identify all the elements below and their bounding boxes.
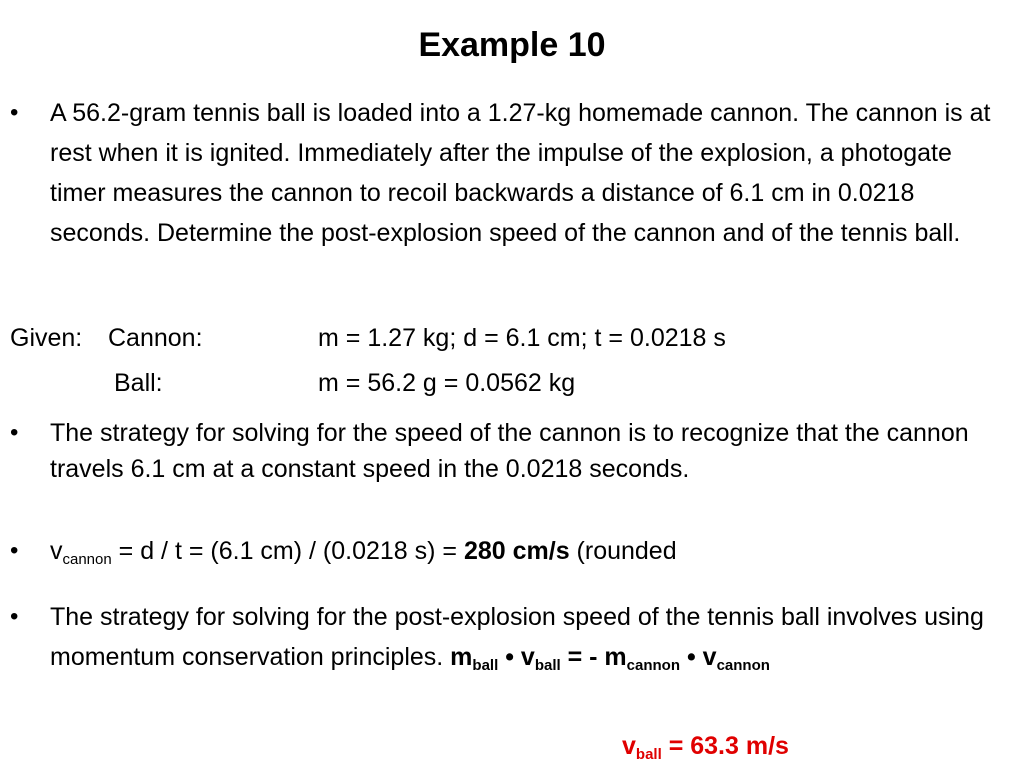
multiply-dot: • (498, 643, 521, 671)
bullet-dot: • (10, 537, 19, 564)
cannon-result-note: (rounded (569, 537, 677, 565)
mass-symbol: m (604, 643, 627, 671)
cannon-subscript: cannon (626, 657, 680, 674)
given-cannon-label: Cannon: (108, 324, 203, 352)
cannon-speed-result: 280 cm/s (463, 537, 570, 565)
ball-subscript: ball (472, 657, 499, 674)
cannon-subscript: cannon (62, 551, 112, 568)
velocity-symbol: v (520, 643, 535, 671)
momentum-equation (450, 643, 770, 674)
ball-subscript: ball (635, 746, 662, 763)
strategy-ball-sentence: The strategy for solving for the post-explosion speed of the tennis ball involves using momentum conservation principles. (50, 603, 984, 671)
problem-text: A 56.2-gram tennis ball is loaded into a 1.27-kg homemade cannon. The cannon is at rest when it is ignited. Immediately after the impulse of the explosion, a photogate timer measures the cannon to recoil backwards a distance of 6.1 cm in 0.0218 seconds. Determine the post-explosion speed of the cannon and of the tennis ball. (50, 99, 991, 247)
velocity-symbol: v (702, 643, 717, 671)
velocity-symbol: v (50, 537, 63, 565)
bullet-dot: • (10, 603, 19, 630)
given-label: Given: (10, 324, 83, 352)
bullet-dot: • (10, 419, 19, 446)
bullet-dot: • (10, 99, 19, 126)
multiply-dot: • (680, 643, 703, 671)
given-cannon-values: m = 1.27 kg; d = 6.1 cm; t = 0.0218 s (318, 324, 726, 352)
strategy-ball-text (50, 597, 1010, 677)
ball-subscript: ball (534, 657, 561, 674)
cannon-subscript: cannon (716, 657, 770, 674)
given-ball-values: m = 56.2 g = 0.0562 kg (318, 369, 576, 397)
strategy-cannon-text: The strategy for solving for the speed of the cannon is to recognize that the cannon travels 6.1 cm at a constant speed in the 0.0218 seconds. (50, 419, 969, 483)
equals-sign: = - (560, 643, 605, 671)
cannon-equation-expr: = d / t = (6.1 cm) / (0.0218 s) = (111, 537, 464, 565)
slide-title: Example 10 (418, 26, 606, 64)
velocity-symbol: v (622, 732, 636, 760)
given-ball-label: Ball: (114, 369, 163, 397)
mass-symbol: m (450, 643, 473, 671)
ball-speed-answer (622, 728, 789, 764)
ball-speed-value: = 63.3 m/s (661, 732, 789, 760)
cannon-equation (50, 533, 1010, 569)
